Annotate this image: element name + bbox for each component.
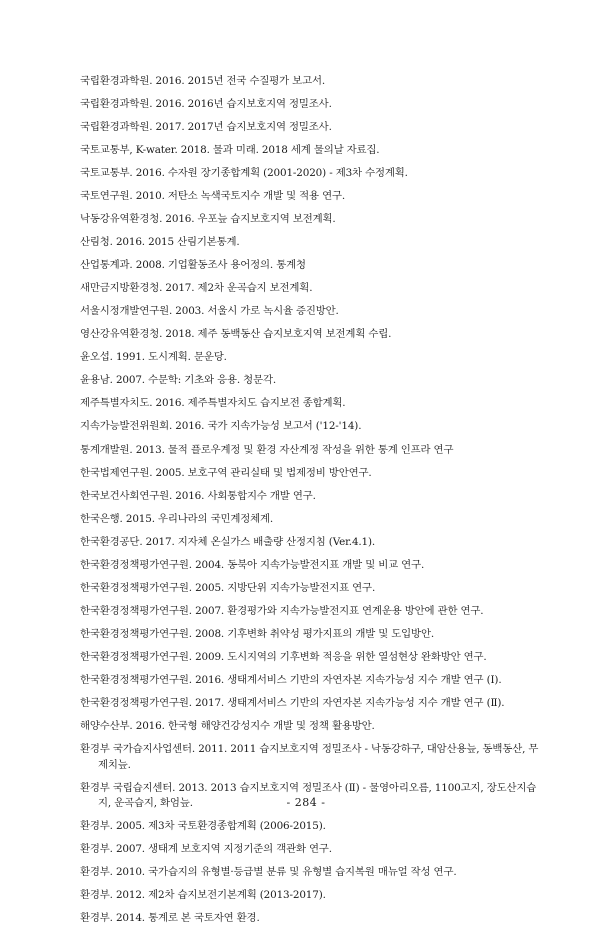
reference-entry: 해양수산부. 2016. 한국형 해양건강성지수 개발 및 정책 활용방안. xyxy=(80,719,375,732)
reference-entry: 국토교통부, K-water. 2018. 물과 미래. 2018 세계 물의날 자료집. xyxy=(80,144,380,157)
reference-entry: 환경부. 2014. 통계로 본 국토자연 환경. xyxy=(80,912,260,925)
reference-entry: 서울시정개발연구원. 2003. 서울시 가로 녹시율 증진방안. xyxy=(80,305,339,318)
reference-entry: 국립환경과학원. 2016. 2015년 전국 수질평가 보고서. xyxy=(80,75,325,87)
reference-entry: 환경부. 2007. 생태계 보호지역 지정기준의 객관화 연구. xyxy=(80,843,332,856)
reference-entry: 낙동강유역환경청. 2016. 우포늪 습지보호지역 보전계획. xyxy=(80,213,336,226)
reference-entry: 지속가능발전위원회. 2016. 국가 지속가능성 보고서 ('12-'14). xyxy=(80,420,362,433)
reference-entry: 국립환경과학원. 2016. 2016년 습지보호지역 정밀조사. xyxy=(80,98,332,111)
reference-entry: 환경부. 2010. 국가습지의 유형별·등급별 분류 및 유형별 습지복원 매뉴얼 작성 연구. xyxy=(80,866,457,879)
reference-entry: 한국환경정책평가연구원. 2004. 동북아 지속가능발전지표 개발 및 비교 연구. xyxy=(80,558,425,571)
reference-entry: 한국법제연구원. 2005. 보호구역 관리실태 및 법제정비 방안연구. xyxy=(80,466,372,479)
reference-entry: 제주특별자치도. 2016. 제주특별자치도 습지보전 종합계획. xyxy=(80,397,346,410)
reference-entry: 국립환경과학원. 2017. 2017년 습지보호지역 정밀조사. xyxy=(80,121,332,134)
reference-entry: 국토연구원. 2010. 저탄소 녹색국토지수 개발 및 적용 연구. xyxy=(80,190,346,203)
reference-entry: 한국환경정책평가연구원. 2007. 환경평가와 지속가능발전지표 연계운용 방안에 관한 연구. xyxy=(80,604,484,617)
reference-entry: 한국환경정책평가연구원. 2016. 생태계서비스 기반의 자연자본 지속가능성 지수 개발 연구 (Ⅰ). xyxy=(80,673,502,686)
reference-entry: 환경부. 2005. 제3차 국토환경종합계획 (2006-2015). xyxy=(80,820,326,833)
reference-entry: 한국은행. 2015. 우리나라의 국민계정체계. xyxy=(80,512,274,525)
page-number: - 284 - xyxy=(286,796,326,809)
reference-entry: 환경부 국가습지사업센터. 2011. 2011 습지보호지역 정밀조사 - 낙동강하구, 대암산용늪, 동백동산, 무제치늪. xyxy=(80,742,539,771)
reference-entry: 한국환경정책평가연구원. 2009. 도시지역의 기후변화 적응을 위한 열섬현상 완화방안 연구. xyxy=(80,650,487,663)
reference-entry: 한국환경공단. 2017. 지자체 온실가스 배출량 산정지침 (Ver.4.1). xyxy=(80,535,376,548)
reference-entry: 새만금지방환경청. 2017. 제2차 운곡습지 보전계획. xyxy=(80,282,313,295)
reference-entry: 한국환경정책평가연구원. 2005. 지방단위 지속가능발전지표 연구. xyxy=(80,581,376,594)
reference-entry: 국토교통부. 2016. 수자원 장기종합계획 (2001-2020) - 제3차 수정계획. xyxy=(80,167,408,180)
reference-entry: 환경부 국립습지센터. 2013. 2013 습지보호지역 정밀조사 (Ⅱ) - 물영아리오름, 1100고지, 장도산지습지, 운곡습지, 화엄늪. xyxy=(80,781,537,810)
reference-entry: 윤용남. 2007. 수문학: 기초와 응용. 청문각. xyxy=(80,374,276,387)
reference-entry: 영산강유역환경청. 2018. 제주 동백동산 습지보호지역 보전계획 수립. xyxy=(80,328,392,341)
reference-entry: 한국환경정책평가연구원. 2008. 기후변화 취약성 평가지표의 개발 및 도입방안. xyxy=(80,627,434,640)
reference-entry: 산업통계과. 2008. 기업활동조사 용어정의. 통계청 xyxy=(80,259,306,272)
reference-entry: 통계개발원. 2013. 물적 플로우계정 및 환경 자산계정 작성을 위한 통계 인프라 연구 xyxy=(80,443,454,456)
reference-entry: 한국환경정책평가연구원. 2017. 생태계서비스 기반의 자연자본 지속가능성 지수 개발 연구 (Ⅱ). xyxy=(80,696,505,709)
reference-entry: 윤오섭. 1991. 도시계획. 문운당. xyxy=(80,351,227,364)
reference-entry: 환경부. 2012. 제2차 습지보전기본계획 (2013-2017). xyxy=(80,889,326,902)
reference-entry: 산림청. 2016. 2015 산림기본통계. xyxy=(80,236,240,249)
reference-entry: 한국보건사회연구원. 2016. 사회통합지수 개발 연구. xyxy=(80,489,316,502)
